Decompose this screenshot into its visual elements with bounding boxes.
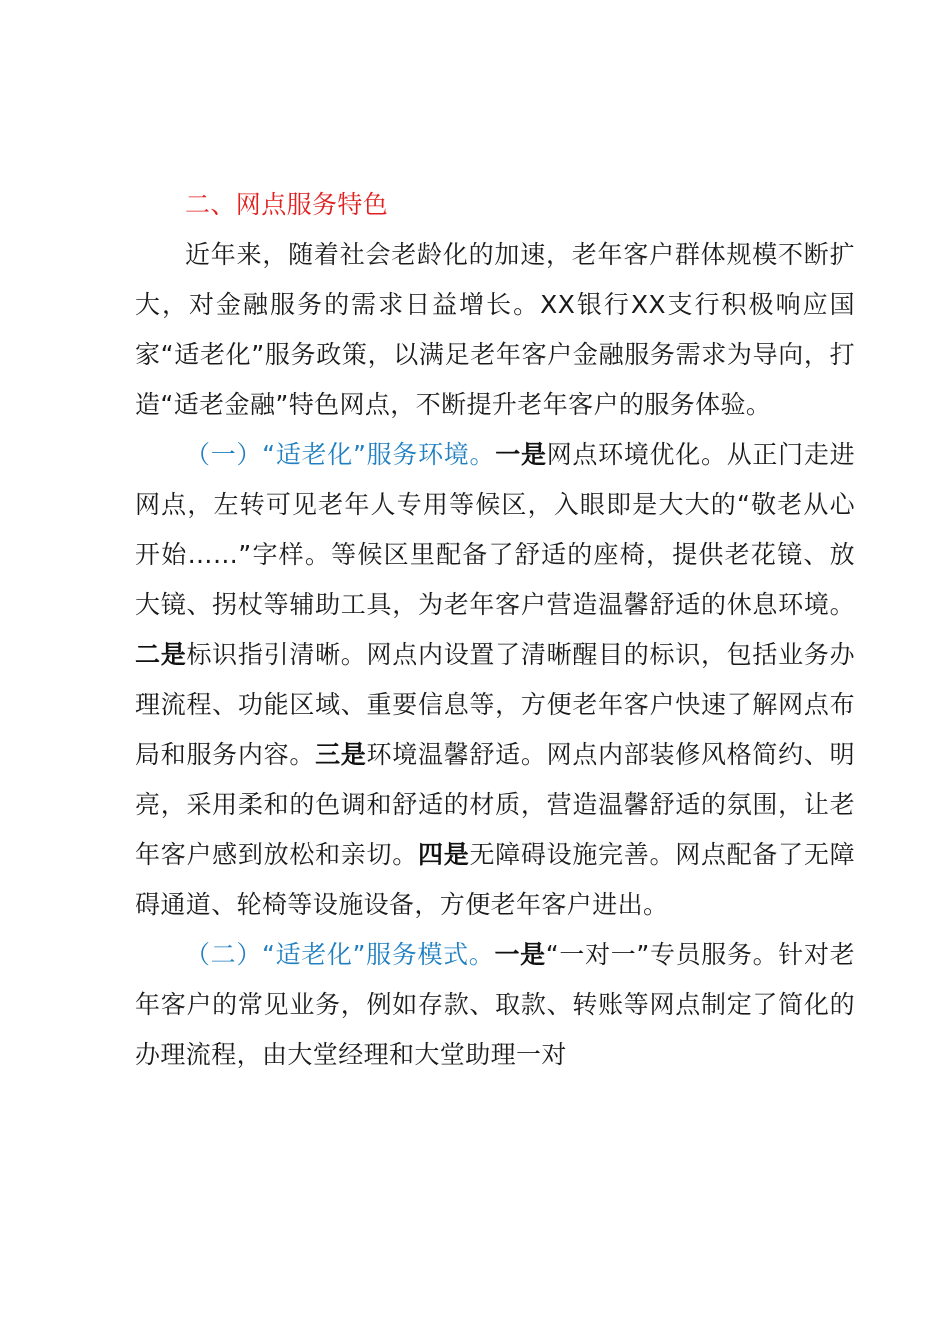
part2-point1-label: 一是 <box>494 940 546 969</box>
part2-title: （二）“适老化”服务模式。 <box>185 940 495 969</box>
part1-point2-label: 二是 <box>135 640 187 669</box>
part1-paragraph <box>135 430 855 930</box>
section-heading <box>135 180 855 230</box>
document-body <box>135 180 855 1080</box>
part2-paragraph <box>135 930 855 1080</box>
part1-point4-label: 四是 <box>417 840 470 869</box>
part1-point4-text: 无障碍设施完善。网点配备了无障碍通道、轮椅等设施设备，方便老年客户进出。 <box>135 840 855 919</box>
part1-title: （一）“适老化”服务环境。 <box>185 440 496 469</box>
part1-point2-text: 标识指引清晰。网点内设置了清晰醒目的标识，包括业务办理流程、功能区域、重要信息等，方便老年客户快速了解网点布局和服务内容。 <box>135 640 855 769</box>
section-title: 二、网点服务特色 <box>185 190 389 219</box>
part2-point1-text: “一对一”专员服务。针对老年客户的常见业务，例如存款、取款、转账等网点制定了简化的办理流程，由大堂经理和大堂助理一对 <box>135 940 855 1069</box>
part1-point3-label: 三是 <box>315 740 367 769</box>
part1-point3-text: 环境温馨舒适。网点内部装修风格简约、明亮，采用柔和的色调和舒适的材质，营造温馨舒适的氛围，让老年客户感到放松和亲切。 <box>135 740 855 869</box>
part1-point1-label: 一是 <box>495 440 547 469</box>
part1-point1-text: 网点环境优化。从正门走进网点，左转可见老年人专用等候区，入眼即是大大的“敬老从心开始……”字样。等候区里配备了舒适的座椅，提供老花镜、放大镜、拐杖等辅助工具，为老年客户营造温馨舒适的休息环境。 <box>135 440 855 619</box>
intro-paragraph: 近年来，随着社会老龄化的加速，老年客户群体规模不断扩大，对金融服务的需求日益增长。XX银行XX支行积极响应国家“适老化”服务政策，以满足老年客户金融服务需求为导向，打造“适老金融”特色网点，不断提升老年客户的服务体验。 <box>135 240 855 419</box>
